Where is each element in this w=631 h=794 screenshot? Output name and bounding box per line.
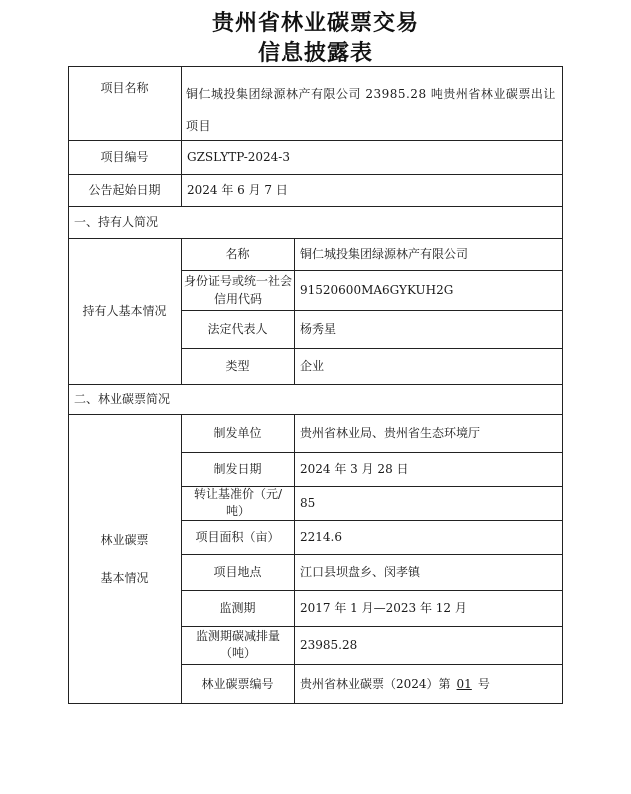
issuer-label: 制发单位	[213, 425, 262, 440]
project-location-label: 项目地点	[213, 564, 262, 579]
project-area-value: 2214.6	[300, 529, 342, 544]
base-price-label: 转让基准价（元/吨）	[193, 487, 283, 518]
announcement-date-label: 公告起始日期	[88, 182, 161, 197]
base-price-value: 85	[300, 495, 316, 510]
ticket-number-digits: 01	[456, 676, 472, 691]
project-location-value: 江口县坝盘乡、闵孝镇	[300, 564, 421, 579]
holder-id-value: 91520600MA6GYKUH2G	[300, 282, 454, 297]
holder-legal-rep-value: 杨秀星	[300, 321, 337, 336]
holder-section-title: 一、持有人简况	[74, 214, 159, 229]
monitoring-period-label: 监测期	[219, 600, 256, 615]
project-name-value: 铜仁城投集团绿源林产有限公司 23985.28 吨贵州省林业碳票出让项目	[186, 87, 556, 133]
project-area-label: 项目面积（亩）	[195, 529, 280, 544]
holder-type-value: 企业	[300, 358, 325, 373]
ticket-number-prefix: 贵州省林业碳票（2024）第	[300, 676, 451, 691]
project-name-label: 项目名称	[100, 80, 149, 95]
issuer-value: 贵州省林业局、贵州省生态环境厅	[300, 425, 481, 440]
ticket-number-label: 林业碳票编号	[201, 676, 274, 691]
holder-name-label: 名称	[225, 246, 250, 261]
announcement-date-value: 2024 年 6 月 7 日	[187, 182, 288, 197]
holder-name-value: 铜仁城投集团绿源林产有限公司	[300, 246, 469, 261]
ticket-group-label	[68, 414, 181, 704]
ticket-section-title: 二、林业碳票简况	[74, 391, 171, 406]
ticket-group-label-line1: 林业碳票	[100, 533, 149, 547]
holder-group-label: 持有人基本情况	[82, 303, 167, 318]
project-code-value: GZSLYTP-2024-3	[187, 149, 290, 164]
holder-legal-rep-label: 法定代表人	[207, 321, 268, 336]
emission-reduction-label: 监测期碳减排量（吨）	[195, 629, 280, 660]
document-title-line2: 信息披露表	[257, 41, 373, 66]
ticket-number-suffix: 号	[477, 676, 490, 691]
issue-date-label: 制发日期	[213, 461, 262, 476]
document-title-line1: 贵州省林业碳票交易	[211, 11, 419, 36]
ticket-group-label-line2: 基本情况	[100, 571, 149, 585]
monitoring-period-value: 2017 年 1 月—2023 年 12 月	[300, 600, 467, 615]
ticket-number-value	[294, 664, 563, 704]
holder-id-label: 身份证号或统一社会信用代码	[184, 274, 293, 306]
project-code-label: 项目编号	[100, 149, 149, 164]
emission-reduction-value: 23985.28	[300, 637, 358, 652]
issue-date-value: 2024 年 3 月 28 日	[300, 461, 409, 476]
holder-type-label: 类型	[225, 358, 250, 373]
